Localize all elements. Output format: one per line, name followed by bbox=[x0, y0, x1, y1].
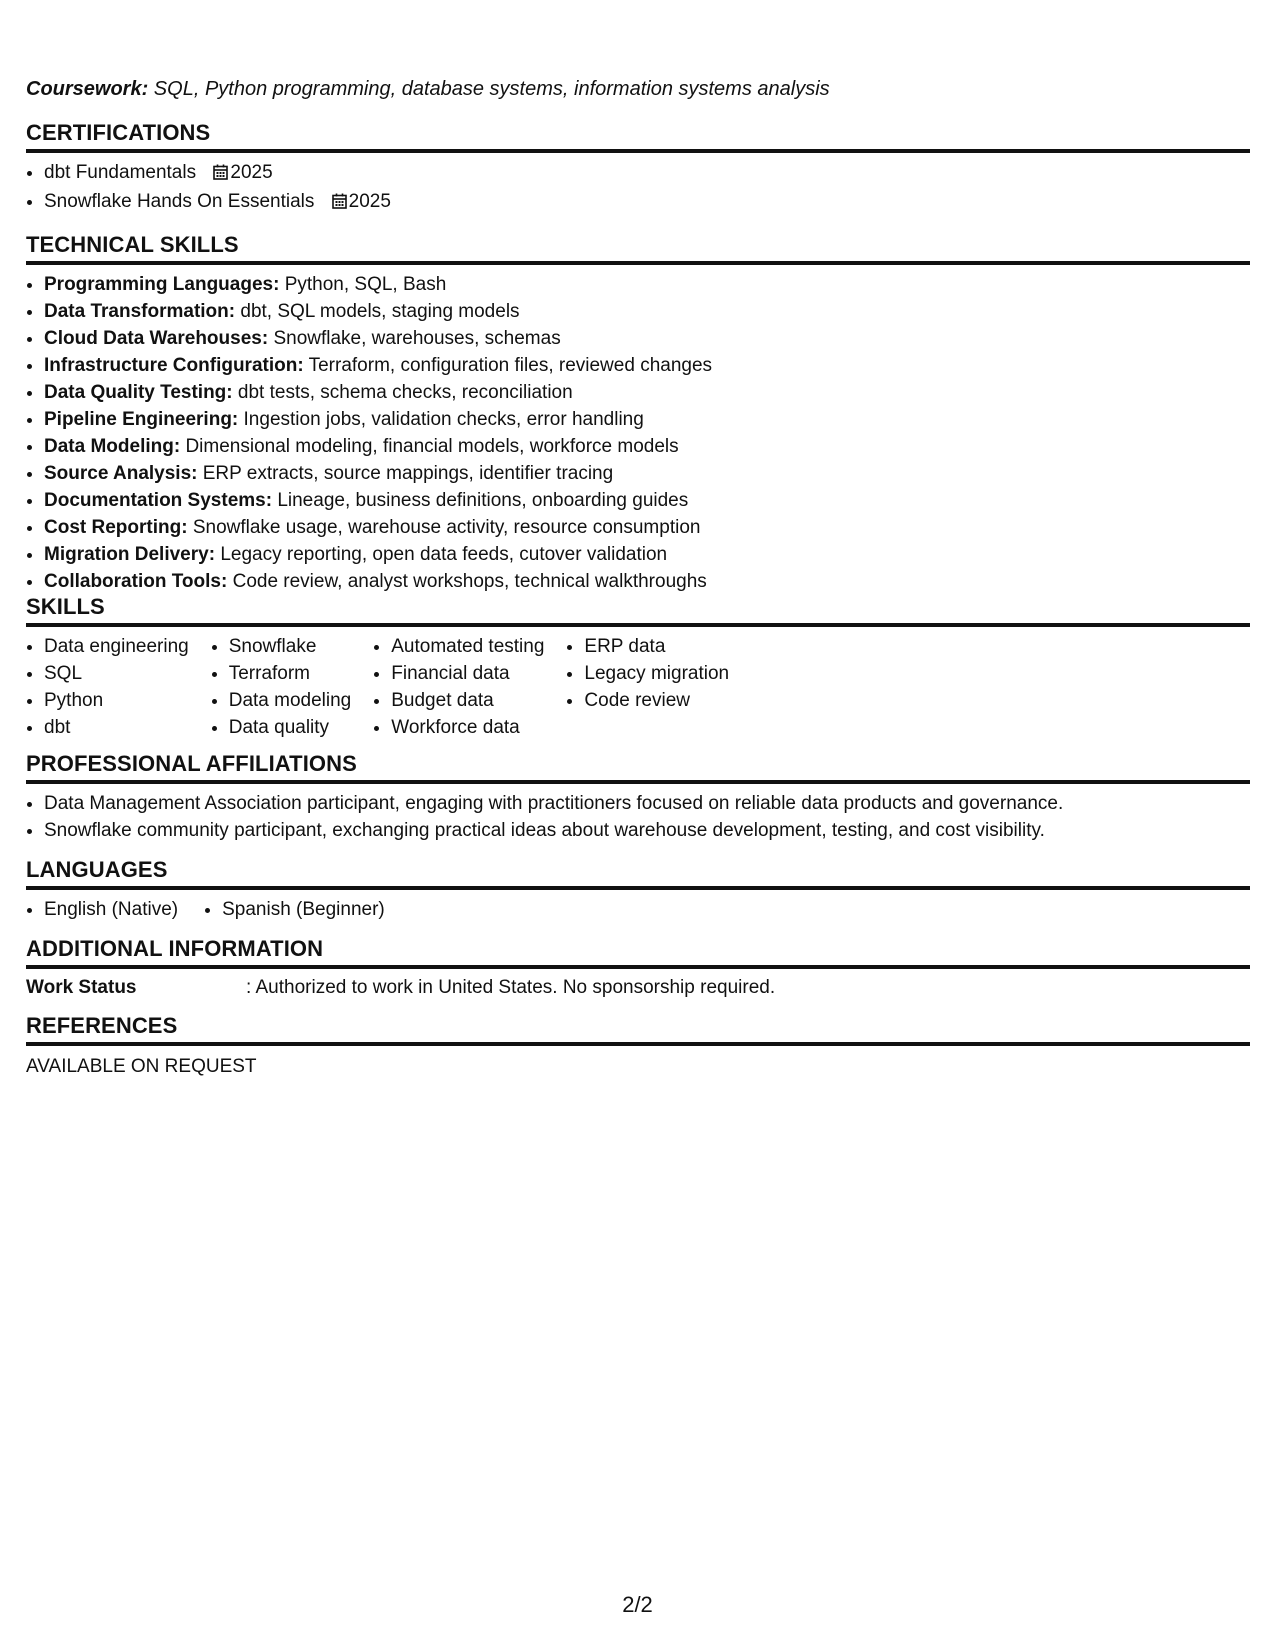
skill-item: • dbt bbox=[44, 714, 189, 741]
certification-item bbox=[44, 188, 1250, 217]
skill-category: Data Quality Testing: bbox=[44, 382, 233, 403]
skill-category: Pipeline Engineering: bbox=[44, 409, 239, 430]
technical-skills-section bbox=[26, 232, 1250, 595]
skill-details: Ingestion jobs, validation checks, error handling bbox=[238, 409, 644, 430]
technical-skill-item bbox=[44, 460, 1250, 487]
skill-category: Migration Delivery: bbox=[44, 544, 216, 565]
skill-category: Source Analysis: bbox=[44, 463, 198, 484]
certifications-heading: CERTIFICATIONS bbox=[26, 120, 1250, 153]
affiliations-list bbox=[26, 784, 1250, 844]
technical-skills-list bbox=[26, 265, 1250, 595]
certification-name: dbt Fundamentals bbox=[44, 162, 197, 183]
skill-details: Legacy reporting, open data feeds, cutover validation bbox=[215, 544, 668, 565]
skills-heading: SKILLS bbox=[26, 594, 1250, 627]
skill-item: • Data quality bbox=[229, 714, 352, 741]
additional-info-section bbox=[26, 936, 1250, 1001]
language-item: • English (Native) bbox=[44, 896, 178, 923]
skill-item: • ERP data bbox=[584, 633, 729, 660]
skill-details: Code review, analyst workshops, technical walkthroughs bbox=[227, 571, 707, 592]
technical-skill-item bbox=[44, 487, 1250, 514]
skill-category: Data Modeling: bbox=[44, 436, 181, 457]
affiliations-heading: PROFESSIONAL AFFILIATIONS bbox=[26, 751, 1250, 784]
technical-skill-item bbox=[44, 406, 1250, 433]
skills-column bbox=[373, 633, 544, 741]
skills-column bbox=[211, 633, 352, 741]
skills-column bbox=[26, 633, 189, 741]
skill-item: • Python bbox=[44, 687, 189, 714]
certification-item bbox=[44, 159, 1250, 188]
skill-category: Infrastructure Configuration: bbox=[44, 355, 304, 376]
coursework-text: SQL, Python programming, database systems, information systems analysis bbox=[148, 78, 830, 100]
technical-skill-item bbox=[44, 541, 1250, 568]
skill-category: Collaboration Tools: bbox=[44, 571, 228, 592]
languages-heading: LANGUAGES bbox=[26, 857, 1250, 890]
additional-info-heading: ADDITIONAL INFORMATION bbox=[26, 936, 1250, 969]
skill-item: • Data engineering bbox=[44, 633, 189, 660]
skills-column bbox=[566, 633, 729, 741]
skill-details: Python, SQL, Bash bbox=[279, 274, 447, 295]
skill-details: dbt, SQL models, staging models bbox=[235, 301, 520, 322]
certifications-list bbox=[26, 153, 1250, 217]
skill-category: Programming Languages: bbox=[44, 274, 280, 295]
certification-name: Snowflake Hands On Essentials bbox=[44, 191, 315, 212]
languages-list bbox=[26, 890, 1250, 923]
affiliations-section bbox=[26, 751, 1250, 844]
references-heading: REFERENCES bbox=[26, 1013, 1250, 1046]
coursework-label: Coursework: bbox=[26, 78, 149, 100]
skill-details: Lineage, business definitions, onboarding guides bbox=[272, 490, 689, 511]
skill-category: Data Transformation: bbox=[44, 301, 236, 322]
certifications-section bbox=[26, 120, 1250, 217]
technical-skill-item bbox=[44, 379, 1250, 406]
technical-skills-heading: TECHNICAL SKILLS bbox=[26, 232, 1250, 265]
skill-item: • Terraform bbox=[229, 660, 352, 687]
skill-category: Cost Reporting: bbox=[44, 517, 188, 538]
skill-item: • Budget data bbox=[391, 687, 544, 714]
skill-category: Cloud Data Warehouses: bbox=[44, 328, 269, 349]
skill-details: Snowflake usage, warehouse activity, resource consumption bbox=[187, 517, 701, 538]
skill-item: • SQL bbox=[44, 660, 189, 687]
work-status-label: Work Status bbox=[26, 977, 137, 998]
language-item: • Spanish (Beginner) bbox=[222, 896, 385, 923]
technical-skill-item bbox=[44, 325, 1250, 352]
technical-skill-item bbox=[44, 271, 1250, 298]
technical-skill-item bbox=[44, 568, 1250, 595]
skill-details: Terraform, configuration files, reviewed changes bbox=[303, 355, 713, 376]
work-status-row bbox=[26, 969, 1250, 1001]
affiliation-item: • Data Management Association participant, engaging with practitioners focused on reliable data products and governance. bbox=[44, 790, 1250, 817]
skill-item: • Code review bbox=[584, 687, 729, 714]
skill-item: • Data modeling bbox=[229, 687, 352, 714]
skills-columns bbox=[26, 627, 1250, 741]
technical-skill-item bbox=[44, 514, 1250, 541]
skill-details: Snowflake, warehouses, schemas bbox=[268, 328, 561, 349]
technical-skill-item bbox=[44, 298, 1250, 325]
skill-details: ERP extracts, source mappings, identifier tracing bbox=[197, 463, 614, 484]
languages-section bbox=[26, 857, 1250, 923]
references-section bbox=[26, 1013, 1250, 1080]
coursework-line bbox=[26, 78, 830, 101]
skill-item: • Snowflake bbox=[229, 633, 352, 660]
calendar-icon bbox=[332, 190, 347, 217]
certification-year: 2025 bbox=[348, 191, 391, 212]
skill-details: Dimensional modeling, financial models, workforce models bbox=[180, 436, 679, 457]
page-number: 2/2 bbox=[622, 1592, 653, 1617]
references-text: AVAILABLE ON REQUEST bbox=[26, 1056, 257, 1077]
certification-year: 2025 bbox=[230, 162, 273, 183]
skill-item: • Automated testing bbox=[391, 633, 544, 660]
technical-skill-item bbox=[44, 352, 1250, 379]
skill-item: • Workforce data bbox=[391, 714, 544, 741]
skills-section bbox=[26, 594, 1250, 741]
skill-category: Documentation Systems: bbox=[44, 490, 273, 511]
skill-item: • Legacy migration bbox=[584, 660, 729, 687]
affiliation-item: • Snowflake community participant, exchanging practical ideas about warehouse development, testing, and cost visibility. bbox=[44, 817, 1250, 844]
skill-item: • Financial data bbox=[391, 660, 544, 687]
technical-skill-item bbox=[44, 433, 1250, 460]
skill-details: dbt tests, schema checks, reconciliation bbox=[232, 382, 573, 403]
work-status-value: : Authorized to work in United States. No sponsorship required. bbox=[246, 977, 776, 998]
calendar-icon bbox=[213, 161, 228, 188]
